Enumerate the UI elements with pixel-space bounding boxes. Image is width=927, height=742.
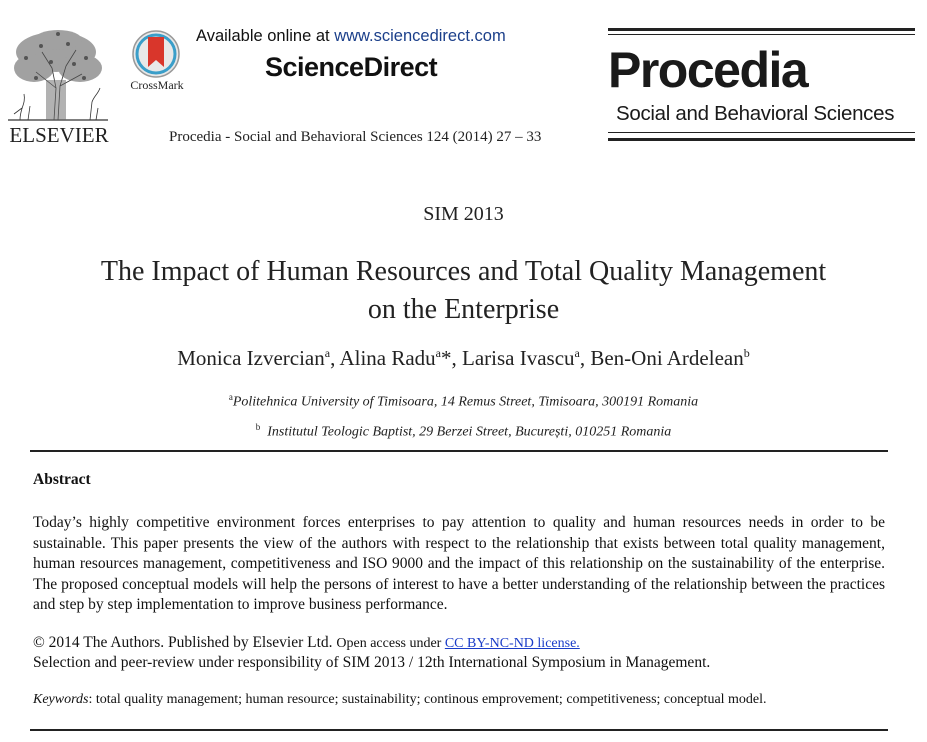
affiliation-a: $^a$Politehnica University of Timisoara, 14 Remus Street, Timisoara, 300191 Romania xyxy=(228,392,699,410)
keywords-label: Keywords xyxy=(33,692,89,707)
paper-title-line-1: The Impact of Human Resources and Total Quality Management xyxy=(100,256,827,287)
sciencedirect-url-link[interactable]: www.sciencedirect.com xyxy=(334,27,506,45)
section-divider-top xyxy=(30,450,888,452)
abstract-body: Today’s highly competitive environment forces enterprises to pay attention to quality and human resources needs in order to be sustainable. This paper presents the view of the authors with respect to the relationship that exists between total quality management, human resources management, competitiveness and ISO 9000 and the impact of this relationship on the sustainability of the enterprise. The proposed conceptual models will help the persons of interest to have a better understanding of the relationship between the practices and step by step implementation to improve business performance. xyxy=(33,514,885,614)
journal-reference: Procedia - Social and Behavioral Sciences 124 (2014) 27 – 33 xyxy=(169,129,542,145)
crossmark-icon[interactable] xyxy=(131,29,181,79)
paper-title xyxy=(0,253,927,329)
author: Larisa Ivascu$^a$, xyxy=(462,346,591,370)
affiliation-b: $^b$ Institutul Teologic Baptist, 29 Berzei Street, București, 010251 Romania xyxy=(255,422,672,440)
conference-name: SIM 2013 xyxy=(423,203,504,225)
section-divider-bottom xyxy=(30,729,888,731)
author: Ben-Oni Ardelean$^b$ xyxy=(590,346,750,370)
keywords-list: : total quality management; human resource; sustainability; continous emprovement; competitiveness; conceptual model. xyxy=(88,692,767,707)
procedia-top-rule-thick xyxy=(608,28,915,31)
author: Monica Izvercian$^a$, xyxy=(177,346,340,370)
elsevier-wordmark: ELSEVIER xyxy=(9,123,109,147)
available-prefix: Available online at xyxy=(196,27,335,45)
sciencedirect-brand: ScienceDirect xyxy=(265,52,438,82)
procedia-top-rule-thin xyxy=(608,34,915,35)
elsevier-tree-logo xyxy=(6,28,110,124)
procedia-bottom-rule-thick xyxy=(608,138,915,141)
crossmark-label: CrossMark xyxy=(130,78,184,92)
copyright-line: © 2014 The Authors. Published by Elsevier Ltd. Open access under CC BY-NC-ND license. xyxy=(33,634,580,651)
procedia-subtitle: Social and Behavioral Sciences xyxy=(616,102,895,125)
author: Alina Radu$^a$*, xyxy=(339,346,462,370)
author-list xyxy=(0,346,927,371)
available-online-line xyxy=(196,27,506,46)
license-link[interactable]: CC BY-NC-ND license. xyxy=(444,636,580,651)
procedia-title: Procedia xyxy=(608,42,808,98)
procedia-bottom-rule-thin xyxy=(608,132,915,133)
procedia-logo xyxy=(608,28,915,144)
paper-title-line-2: on the Enterprise xyxy=(367,294,560,325)
abstract-heading: Abstract xyxy=(33,471,91,488)
keywords-line xyxy=(33,692,767,708)
peer-review-statement: Selection and peer-review under responsibility of SIM 2013 / 12th International Symposium in Management. xyxy=(33,654,711,671)
